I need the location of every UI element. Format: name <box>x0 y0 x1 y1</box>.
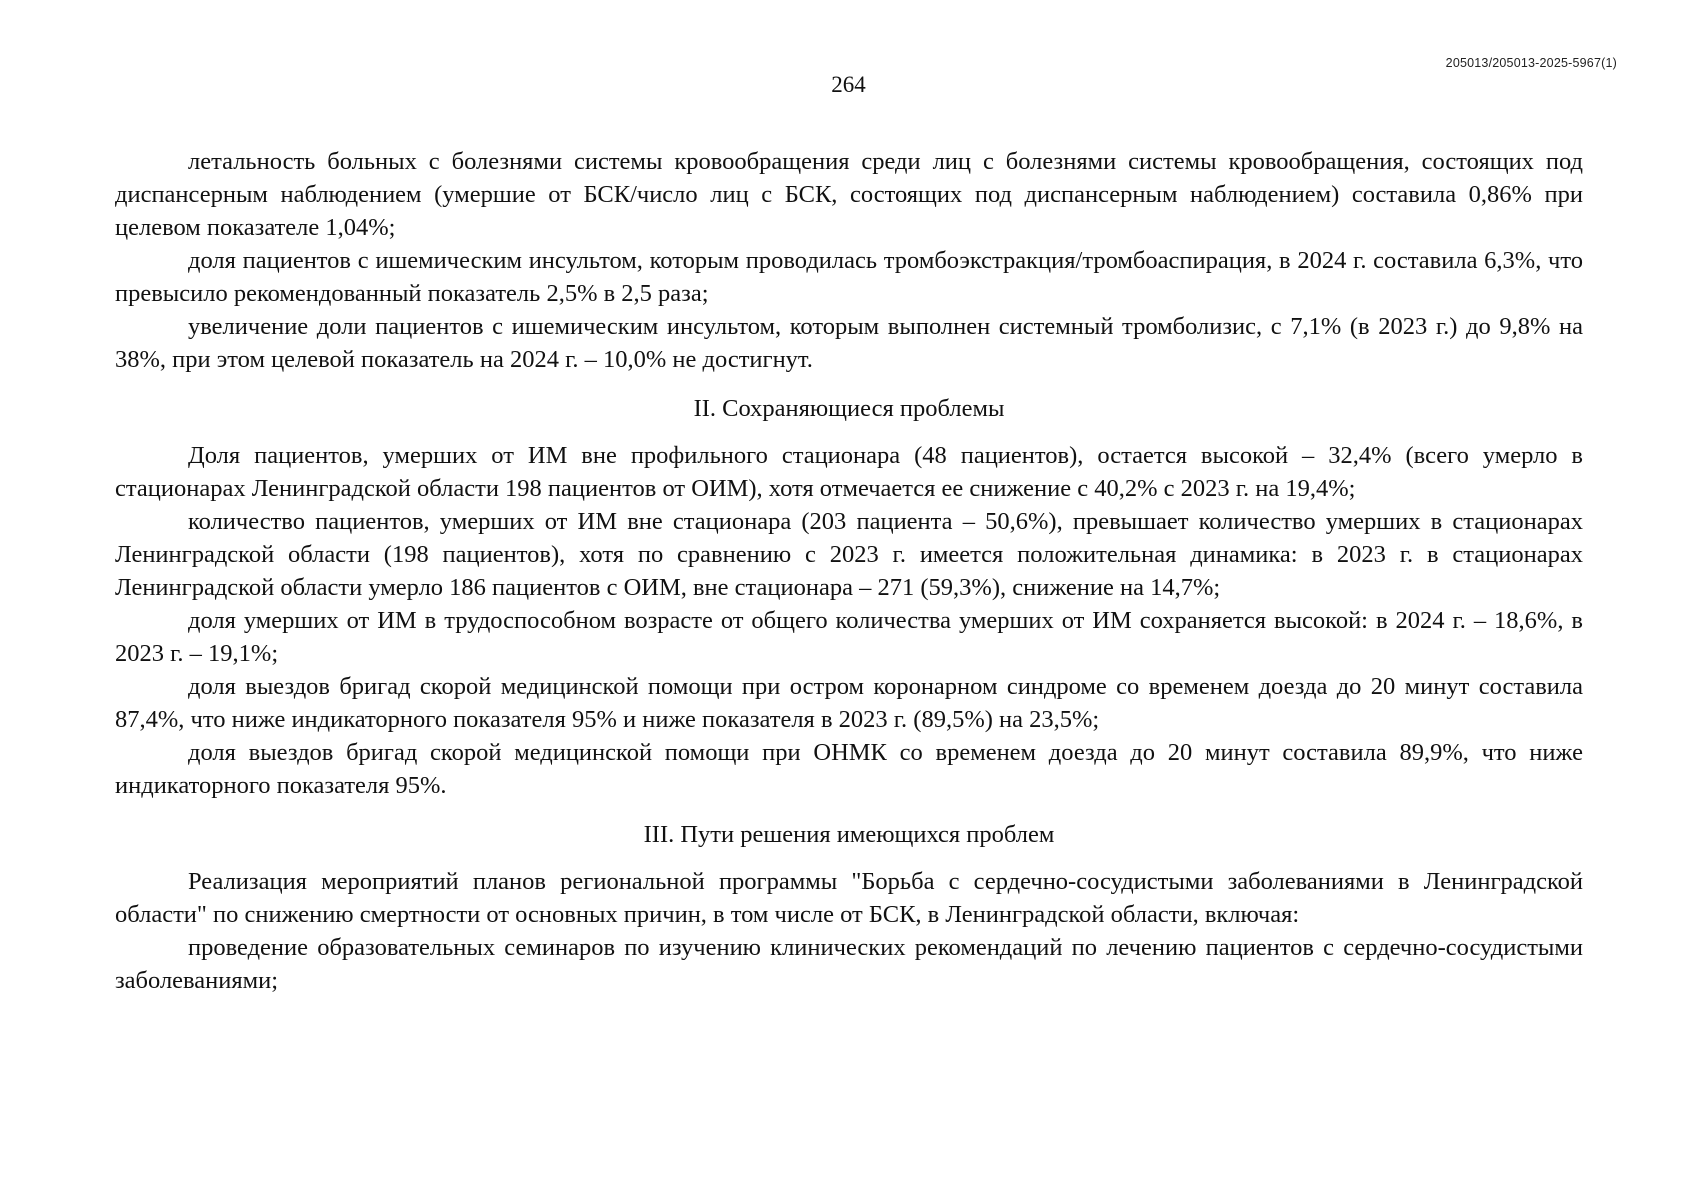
paragraph: доля умерших от ИМ в трудоспособном возрасте от общего количества умерших от ИМ сохраняется высокой: в 2024 г. – 18,6%, в 2023 г. – 19,1%; <box>115 607 1583 667</box>
paragraph: количество пациентов, умерших от ИМ вне стационара (203 пациента – 50,6%), превышает количество умерших в стационарах Ленинградской области (198 пациентов), хотя по сравнению с 2023 г. имеется положительная динамика: в 2023 г. в стационарах Ленинградской области умерло 186 пациентов с ОИМ, вне стационара – 271 (59,3%), снижение на 14,7%; <box>115 508 1583 601</box>
paragraph: летальность больных с болезнями системы кровообращения среди лиц с болезнями системы кровообращения, состоящих под диспансерным наблюдением (умершие от БСК/число лиц с БСК, состоящих под диспансерным наблюдением) составила 0,86% при целевом показателе 1,04%; <box>115 148 1583 241</box>
paragraph: доля пациентов с ишемическим инсультом, которым проводилась тромбоэкстракция/тромбоаспирация, в 2024 г. составила 6,3%, что превысило рекомендованный показатель 2,5% в 2,5 раза; <box>115 247 1583 307</box>
paragraph: Доля пациентов, умерших от ИМ вне профильного стационара (48 пациентов), остается высокой – 32,4% (всего умерло в стационарах Ленинградской области 198 пациентов от ОИМ), хотя отмечается ее снижение с 40,2% с 2023 г. на 19,4%; <box>115 442 1583 502</box>
paragraph: проведение образовательных семинаров по изучению клинических рекомендаций по лечению пациентов с сердечно-сосудистыми заболеваниями; <box>115 934 1583 994</box>
paragraph: Реализация мероприятий планов региональной программы "Борьба с сердечно-сосудистыми заболеваниями в Ленинградской области" по снижению смертности от основных причин, в том числе от БСК, в Ленинградской области, включая: <box>115 868 1583 928</box>
document-body <box>115 145 1583 997</box>
document-id: 205013/205013-2025-5967(1) <box>1445 56 1617 70</box>
section-heading: III. Пути решения имеющихся проблем <box>643 821 1055 848</box>
paragraph: доля выездов бригад скорой медицинской помощи при остром коронарном синдроме со временем доезда до 20 минут составила 87,4%, что ниже индикаторного показателя 95% и ниже показателя в 2023 г. (89,5%) на 23,5%; <box>115 673 1583 733</box>
paragraph: доля выездов бригад скорой медицинской помощи при ОНМК со временем доезда до 20 минут составила 89,9%, что ниже индикаторного показателя 95%. <box>115 739 1583 799</box>
page-number: 264 <box>831 72 866 97</box>
section-heading: II. Сохраняющиеся проблемы <box>693 395 1005 422</box>
paragraph: увеличение доли пациентов с ишемическим инсультом, которым выполнен системный тромболизис, с 7,1% (в 2023 г.) до 9,8% на 38%, при этом целевой показатель на 2024 г. – 10,0% не достигнут. <box>115 313 1583 373</box>
